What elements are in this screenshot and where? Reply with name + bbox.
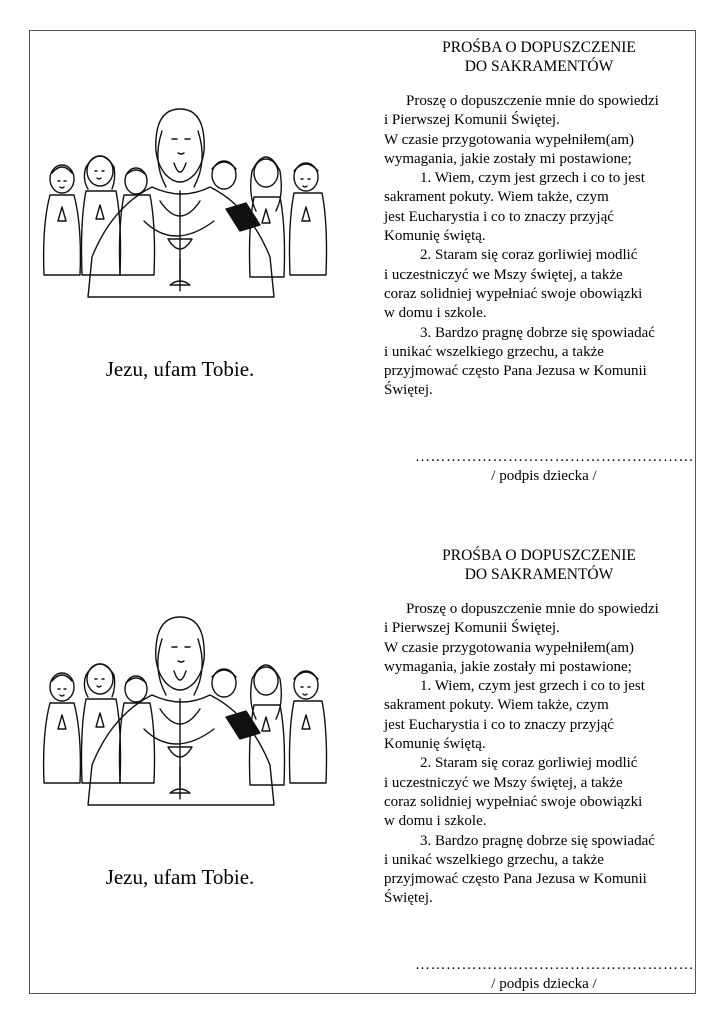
request-line: i unikać wszelkiego grzechu, a także: [384, 343, 604, 360]
title-line-2: DO SAKRAMENTÓW: [464, 566, 614, 583]
request-line: 3. Bardzo pragnę dobrze się spowiadać: [420, 324, 655, 341]
request-line: W czasie przygotowania wypełniłem(am): [384, 131, 635, 148]
request-body: [384, 92, 694, 401]
request-body: [384, 600, 694, 909]
request-line: i Pierwszej Komunii Świętej.: [384, 620, 560, 637]
title-line-1: PROŚBA O DOPUSZCZENIE: [442, 547, 636, 564]
request-line: wymagania, jakie zostały mi postawione;: [384, 150, 632, 167]
request-card-2: [30, 539, 696, 1021]
request-line: przyjmować często Pana Jezusa w Komunii: [384, 363, 647, 380]
request-line: Świętej.: [384, 890, 433, 907]
request-line: W czasie przygotowania wypełniłem(am): [384, 639, 635, 656]
request-line: Komunię świętą.: [384, 736, 486, 753]
request-line: coraz solidniej wypełniać swoje obowiązki: [384, 793, 643, 810]
signature-dotted-line: ………………………………………………: [415, 449, 694, 465]
request-line: coraz solidniej wypełniać swoje obowiązki: [384, 285, 643, 302]
request-line: i uczestniczyć we Mszy świętej, a także: [384, 774, 623, 791]
signature-label: / podpis dziecka /: [491, 976, 597, 992]
request-line: i unikać wszelkiego grzechu, a także: [384, 851, 604, 868]
request-panel: [384, 31, 694, 484]
request-line: 2. Staram się coraz gorliwiej modlić: [420, 247, 638, 264]
request-line: wymagania, jakie zostały mi postawione;: [384, 658, 632, 675]
motto-text: Jezu, ufam Tobie.: [105, 865, 255, 889]
request-line: sakrament pokuty. Wiem także, czym: [384, 189, 609, 206]
request-line: przyjmować często Pana Jezusa w Komunii: [384, 871, 647, 888]
signature-label: / podpis dziecka /: [491, 468, 597, 484]
request-line: i Pierwszej Komunii Świętej.: [384, 112, 560, 129]
request-title: [384, 546, 694, 584]
request-line: Komunię świętą.: [384, 228, 486, 245]
request-line: 2. Staram się coraz gorliwiej modlić: [420, 755, 638, 772]
request-line: 3. Bardzo pragnę dobrze się spowiadać: [420, 832, 655, 849]
signature-dotted-line: ………………………………………………: [415, 957, 694, 973]
request-line: sakrament pokuty. Wiem także, czym: [384, 697, 609, 714]
request-panel: [384, 539, 694, 992]
request-title: [384, 38, 694, 76]
request-line: Proszę o dopuszczenie mnie do spowiedzi: [406, 93, 659, 109]
request-line: 1. Wiem, czym jest grzech i co to jest: [420, 170, 645, 187]
jesus-children-illustration-icon: [40, 609, 335, 809]
motto-text: Jezu, ufam Tobie.: [105, 357, 255, 381]
jesus-children-illustration-icon: [40, 101, 335, 301]
request-card-1: [30, 31, 696, 513]
request-line: Proszę o dopuszczenie mnie do spowiedzi: [406, 601, 659, 617]
title-line-1: PROŚBA O DOPUSZCZENIE: [442, 39, 636, 56]
request-line: i uczestniczyć we Mszy świętej, a także: [384, 266, 623, 283]
request-line: 1. Wiem, czym jest grzech i co to jest: [420, 678, 645, 695]
request-line: Świętej.: [384, 382, 433, 399]
title-line-2: DO SAKRAMENTÓW: [464, 58, 614, 75]
request-line: w domu i szkole.: [384, 305, 487, 322]
request-line: jest Eucharystia i co to znaczy przyjąć: [384, 716, 614, 733]
request-line: jest Eucharystia i co to znaczy przyjąć: [384, 208, 614, 225]
request-line: w domu i szkole.: [384, 813, 487, 830]
